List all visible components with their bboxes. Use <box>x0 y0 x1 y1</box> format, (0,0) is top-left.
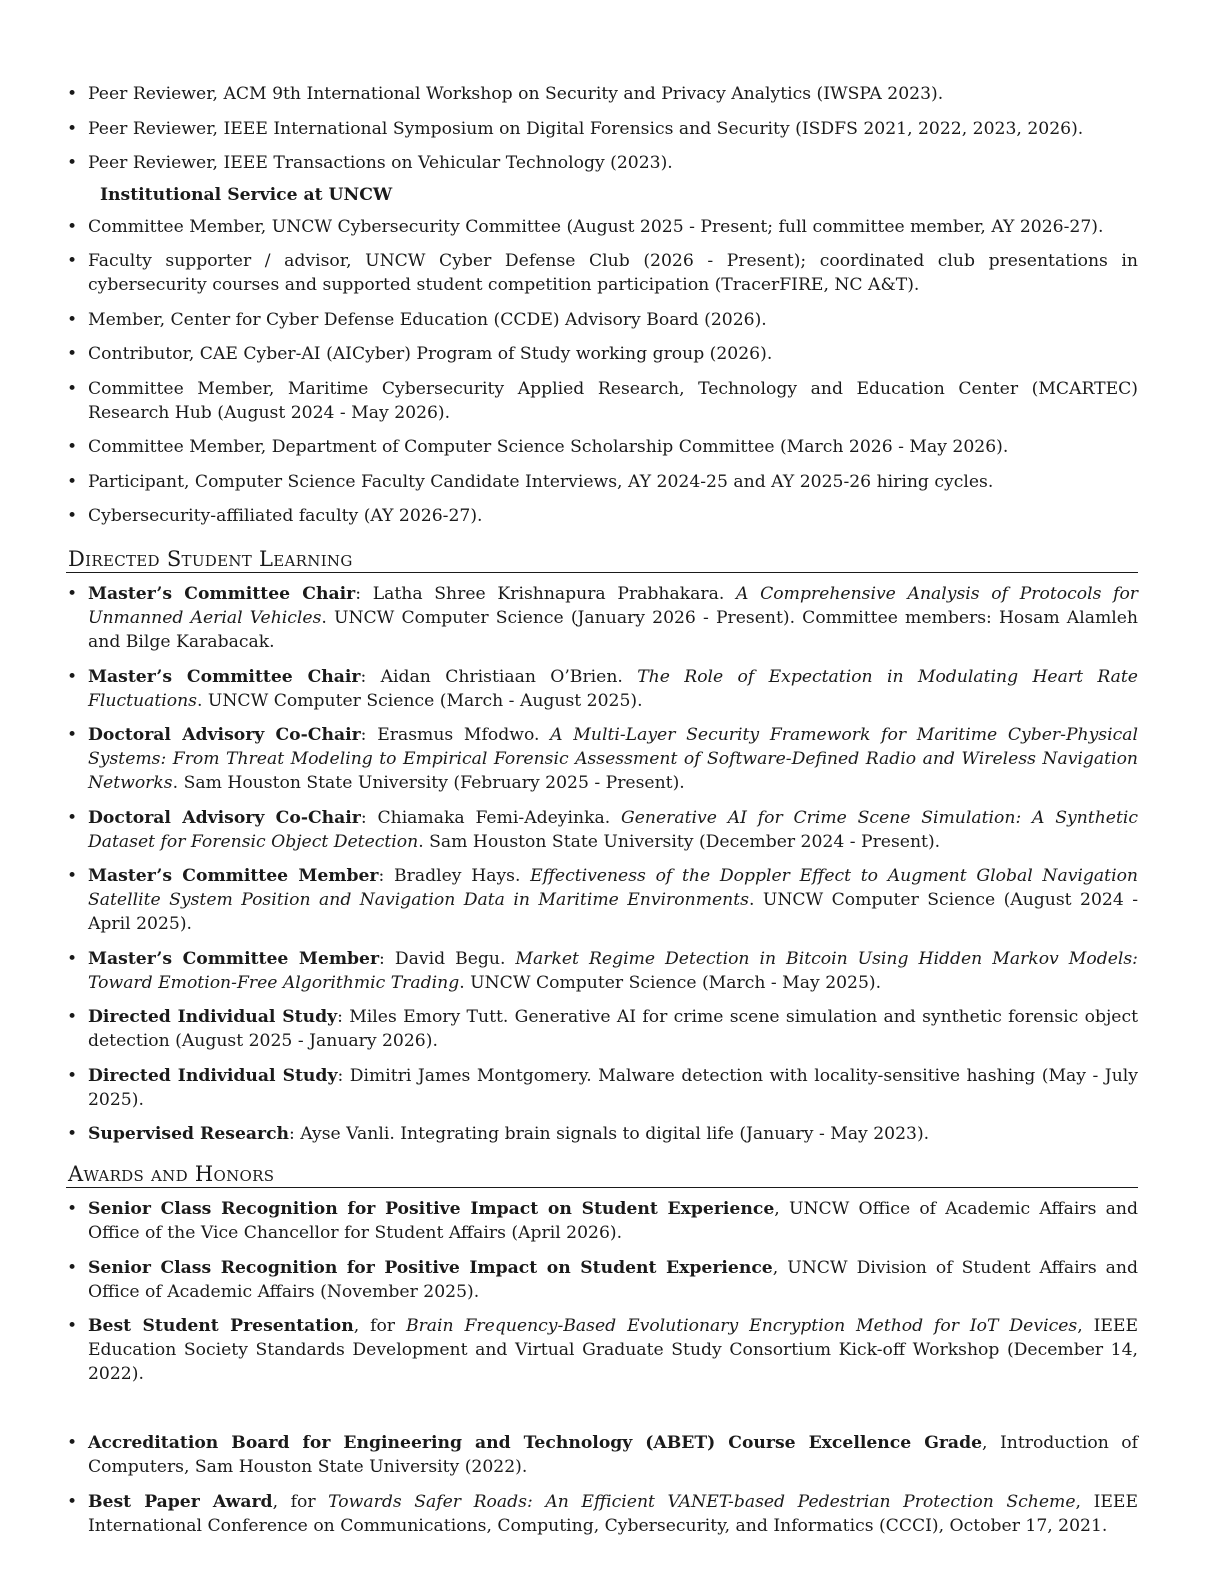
section-title-awards: Awards and Honors <box>66 1161 1138 1188</box>
directed-learning-list <box>66 582 1138 1146</box>
bullet-icon: • <box>67 471 78 492</box>
list-item: • Senior Class Recognition for Positive Impact on Student Experience, UNCW Division of Student Affairs and Office of Academic Affairs (November 2025). <box>67 1257 1138 1302</box>
list-item: • Best Student Presentation, for Brain Frequency-Based Evolutionary Encryption Method for IoT Devices, IEEE Education Society Standards Development and Virtual Graduate Study Consortium Kick-off Workshop (December 14, 2022). <box>67 1316 1138 1384</box>
bullet-icon: • <box>67 948 78 969</box>
list-item: • Committee Member, Maritime Cybersecurity Applied Research, Technology and Education Center (MCARTEC) Research Hub (August 2024 - May 2026). <box>67 378 1138 423</box>
list-item: • Senior Class Recognition for Positive Impact on Student Experience, UNCW Office of Academic Affairs and Office of the Vice Chancellor for Student Affairs (April 2026). <box>67 1199 1138 1243</box>
bullet-icon: • <box>67 1124 78 1144</box>
list-item: • Cybersecurity-affiliated faculty (AY 2026-27). <box>67 506 483 526</box>
list-item: • Doctoral Advisory Co-Chair: Erasmus Mfodwo. A Multi-Layer Security Framework for Maritime Cyber-Physical Systems: From Threat Modeling to Empirical Forensic Assessment of Software-Defined Radio and Wireless Navigation Networks. Sam Houston State University (February 2025 - Present). <box>67 725 1138 793</box>
service-section <box>66 82 1138 539</box>
bullet-icon: • <box>67 84 78 104</box>
list-item: • Faculty supporter / advisor, UNCW Cyber Defense Club (2026 - Present); coordinated club presentations in cybersecurity courses and supported student competition participation (TracerFIRE, NC A&T). <box>67 251 1138 295</box>
section-title-directed-learning: Directed Student Learning <box>66 546 1138 573</box>
list-item: • Participant, Computer Science Faculty Candidate Interviews, AY 2024-25 and AY 2025-26 hiring cycles. <box>67 471 994 492</box>
list-item: • Doctoral Advisory Co-Chair: Chiamaka Femi-Adeyinka. Generative AI for Crime Scene Simulation: A Synthetic Dataset for Forensic Object Detection. Sam Houston State University (December 2024 - Present). <box>67 807 1138 852</box>
list-item: • Master’s Committee Chair: Latha Shree Krishnapura Prabhakara. A Comprehensive Analysis of Protocols for Unmanned Aerial Vehicles. UNCW Computer Science (January 2026 - Present). Committee members: Hosam Alamleh and Bilge Karabacak. <box>67 584 1139 652</box>
bullet-icon: • <box>67 309 78 330</box>
bullet-icon: • <box>67 584 78 604</box>
list-item: • Master’s Committee Member: David Begu. Market Regime Detection in Bitcoin Using Hidden Markov Models: Toward Emotion-Free Algorithmic Trading. UNCW Computer Science (March - May 2025). <box>67 948 1138 993</box>
list-item: • Directed Individual Study: Dimitri James Montgomery. Malware detection with locality-sensitive hashing (May - July 2025). <box>67 1065 1138 1110</box>
list-spacer <box>66 1397 1138 1421</box>
institutional-service-list <box>66 215 1138 529</box>
bullet-icon: • <box>67 216 78 237</box>
bullet-icon: • <box>67 344 78 364</box>
bullet-icon: • <box>67 666 78 687</box>
awards-list <box>66 1197 1138 1538</box>
bullet-icon: • <box>67 1433 78 1453</box>
bullet-icon: • <box>67 1257 78 1278</box>
bullet-icon: • <box>67 437 78 457</box>
list-item: • Committee Member, Department of Computer Science Scholarship Committee (March 2026 - May 2026). <box>67 437 1009 457</box>
list-item: • Master’s Committee Member: Bradley Hays. Effectiveness of the Doppler Effect to Augment Global Navigation Satellite System Position and Navigation Data in Maritime Environments. UNCW Computer Science (August 2024 - April 2025). <box>67 866 1139 934</box>
bullet-icon: • <box>67 378 78 399</box>
bullet-icon: • <box>67 725 78 745</box>
list-item: • Directed Individual Study: Miles Emory Tutt. Generative AI for crime scene simulation and synthetic forensic object detection (August 2025 - January 2026). <box>67 1007 1138 1051</box>
list-item: • Member, Center for Cyber Defense Education (CCDE) Advisory Board (2026). <box>67 309 767 330</box>
list-item: • Committee Member, UNCW Cybersecurity Committee (August 2025 - Present; full committee member, AY 2026-27). <box>67 216 1104 237</box>
list-item: • Peer Reviewer, IEEE Transactions on Vehicular Technology (2023). <box>67 153 673 173</box>
awards-section <box>66 1161 1138 1548</box>
peer-review-list <box>66 82 1138 175</box>
bullet-icon: • <box>67 1199 78 1219</box>
bullet-icon: • <box>67 1065 78 1086</box>
list-item: • Best Paper Award, for Towards Safer Roads: An Efficient VANET-based Pedestrian Protection Scheme, IEEE International Conference on Communications, Computing, Cybersecurity, and Informatics (CCCI), October 17, 2021. <box>67 1491 1139 1536</box>
directed-learning-section <box>66 546 1138 1157</box>
bullet-icon: • <box>67 153 78 173</box>
list-item: • Accreditation Board for Engineering and Technology (ABET) Course Excellence Grade, Introduction of Computers, Sam Houston State University (2022). <box>67 1433 1138 1477</box>
list-item: • Peer Reviewer, ACM 9th International Workshop on Security and Privacy Analytics (IWSPA 2023). <box>67 84 944 104</box>
bullet-icon: • <box>67 807 78 828</box>
list-item: • Peer Reviewer, IEEE International Symposium on Digital Forensics and Security (ISDFS 2021, 2022, 2023, 2026). <box>67 118 1084 139</box>
list-item: • Master’s Committee Chair: Aidan Christiaan O’Brien. The Role of Expectation in Modulating Heart Rate Fluctuations. UNCW Computer Science (March - August 2025). <box>67 666 1138 711</box>
bullet-icon: • <box>67 866 78 886</box>
bullet-icon: • <box>67 118 78 139</box>
bullet-icon: • <box>67 1491 78 1512</box>
bullet-icon: • <box>67 1007 78 1027</box>
list-item: • Supervised Research: Ayse Vanli. Integrating brain signals to digital life (January - May 2023). <box>67 1124 930 1144</box>
bullet-icon: • <box>67 506 78 526</box>
bullet-icon: • <box>67 1316 78 1336</box>
list-item: • Contributor, CAE Cyber-AI (AICyber) Program of Study working group (2026). <box>67 344 773 364</box>
bullet-icon: • <box>67 251 78 271</box>
institutional-service-heading: Institutional Service at UNCW <box>100 184 393 205</box>
